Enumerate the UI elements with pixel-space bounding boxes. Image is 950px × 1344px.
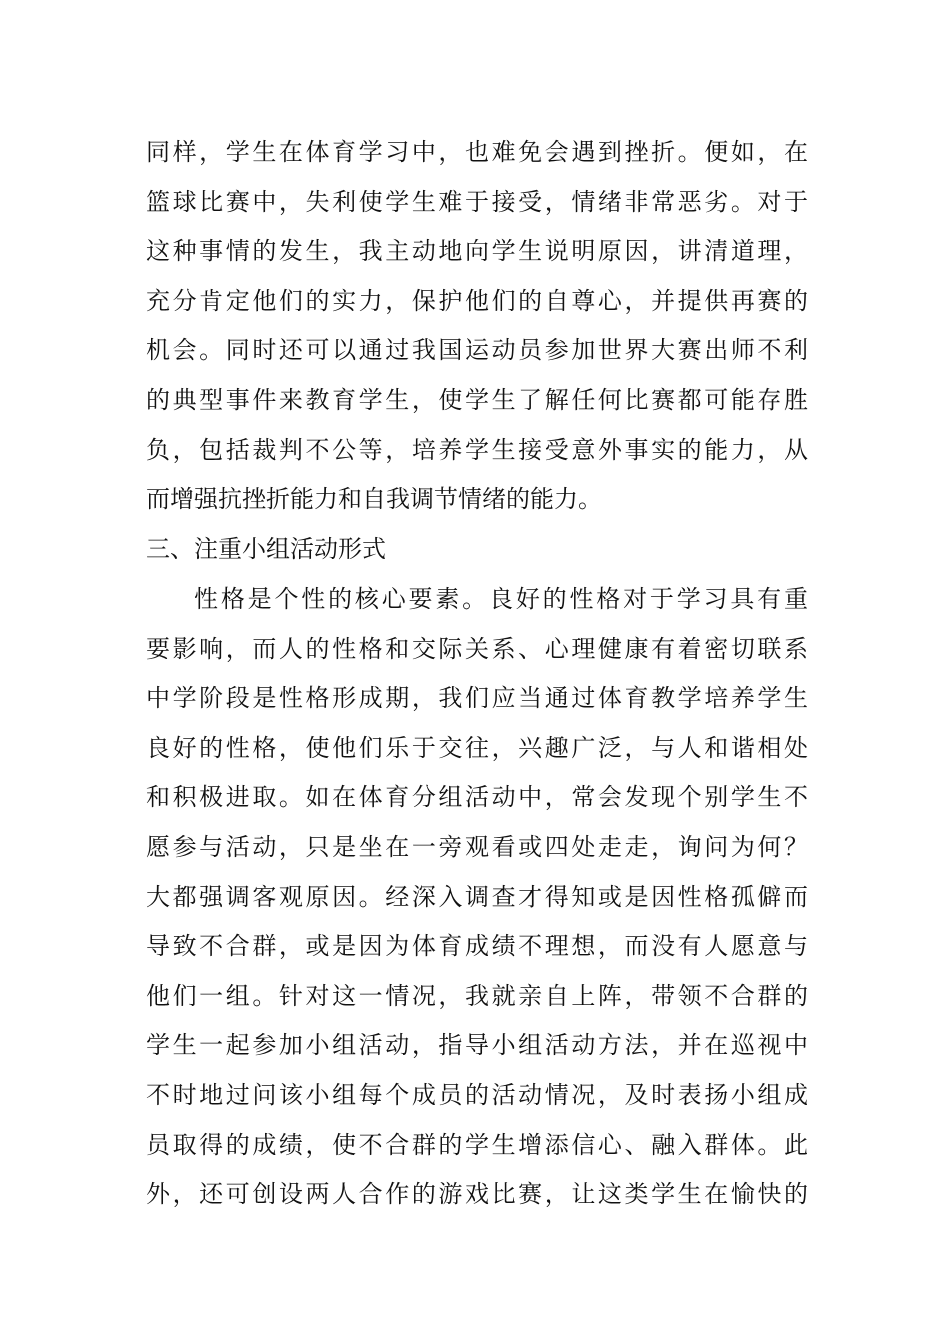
- text-line: 中学阶段是性格形成期，我们应当通过体育教学培养学生: [146, 684, 808, 713]
- text-line: 篮球比赛中，失利使学生难于接受，情绪非常恶劣。对于: [146, 187, 808, 216]
- text-line: 学生一起参加小组活动，指导小组活动方法，并在巡视中: [146, 1031, 808, 1060]
- text-line: 性格是个性的核心要素。良好的性格对于学习具有重: [194, 585, 808, 613]
- text-line: 而增强抗挫折能力和自我调节情绪的能力。: [146, 485, 602, 514]
- text-line: 和积极进取。如在体育分组活动中，常会发现个别学生不: [146, 783, 808, 812]
- text-line: 的典型事件来教育学生，使学生了解任何比赛都可能存胜: [146, 385, 808, 414]
- text-line: 负，包括裁判不公等，培养学生接受意外事实的能力，从: [146, 435, 808, 464]
- section-heading: 三、注重小组活动形式: [146, 535, 386, 563]
- text-line: 他们一组。针对这一情况，我就亲自上阵，带领不合群的: [146, 981, 808, 1010]
- paragraph-group-activity: [146, 575, 808, 1220]
- paragraph-frustration: [146, 128, 808, 525]
- text-line: 不时地过问该小组每个成员的活动情况，及时表扬小组成: [146, 1080, 808, 1109]
- text-line: 大都强调客观原因。经深入调查才得知或是因性格孤僻而: [146, 882, 808, 911]
- text-line: 同样，学生在体育学习中，也难免会遇到挫折。便如，在: [146, 138, 808, 166]
- text-line: 机会。同时还可以通过我国运动员参加世界大赛出师不利: [146, 336, 808, 365]
- text-line: 员取得的成绩，使不合群的学生增添信心、融入群体。此: [146, 1130, 808, 1159]
- text-line: 这种事情的发生，我主动地向学生说明原因，讲清道理，: [146, 237, 808, 266]
- text-line: 良好的性格，使他们乐于交往，兴趣广泛，与人和谐相处: [146, 733, 808, 762]
- text-line: 导致不合群，或是因为体育成绩不理想，而没有人愿意与: [146, 932, 808, 961]
- text-line: 要影响，而人的性格和交际关系、心理健康有着密切联系: [146, 634, 808, 663]
- text-line: 外，还可创设两人合作的游戏比赛，让这类学生在愉快的: [146, 1180, 808, 1209]
- text-line: 充分肯定他们的实力，保护他们的自尊心，并提供再赛的: [146, 286, 808, 315]
- text-line: 愿参与活动，只是坐在一旁观看或四处走走，询问为何？: [146, 832, 808, 861]
